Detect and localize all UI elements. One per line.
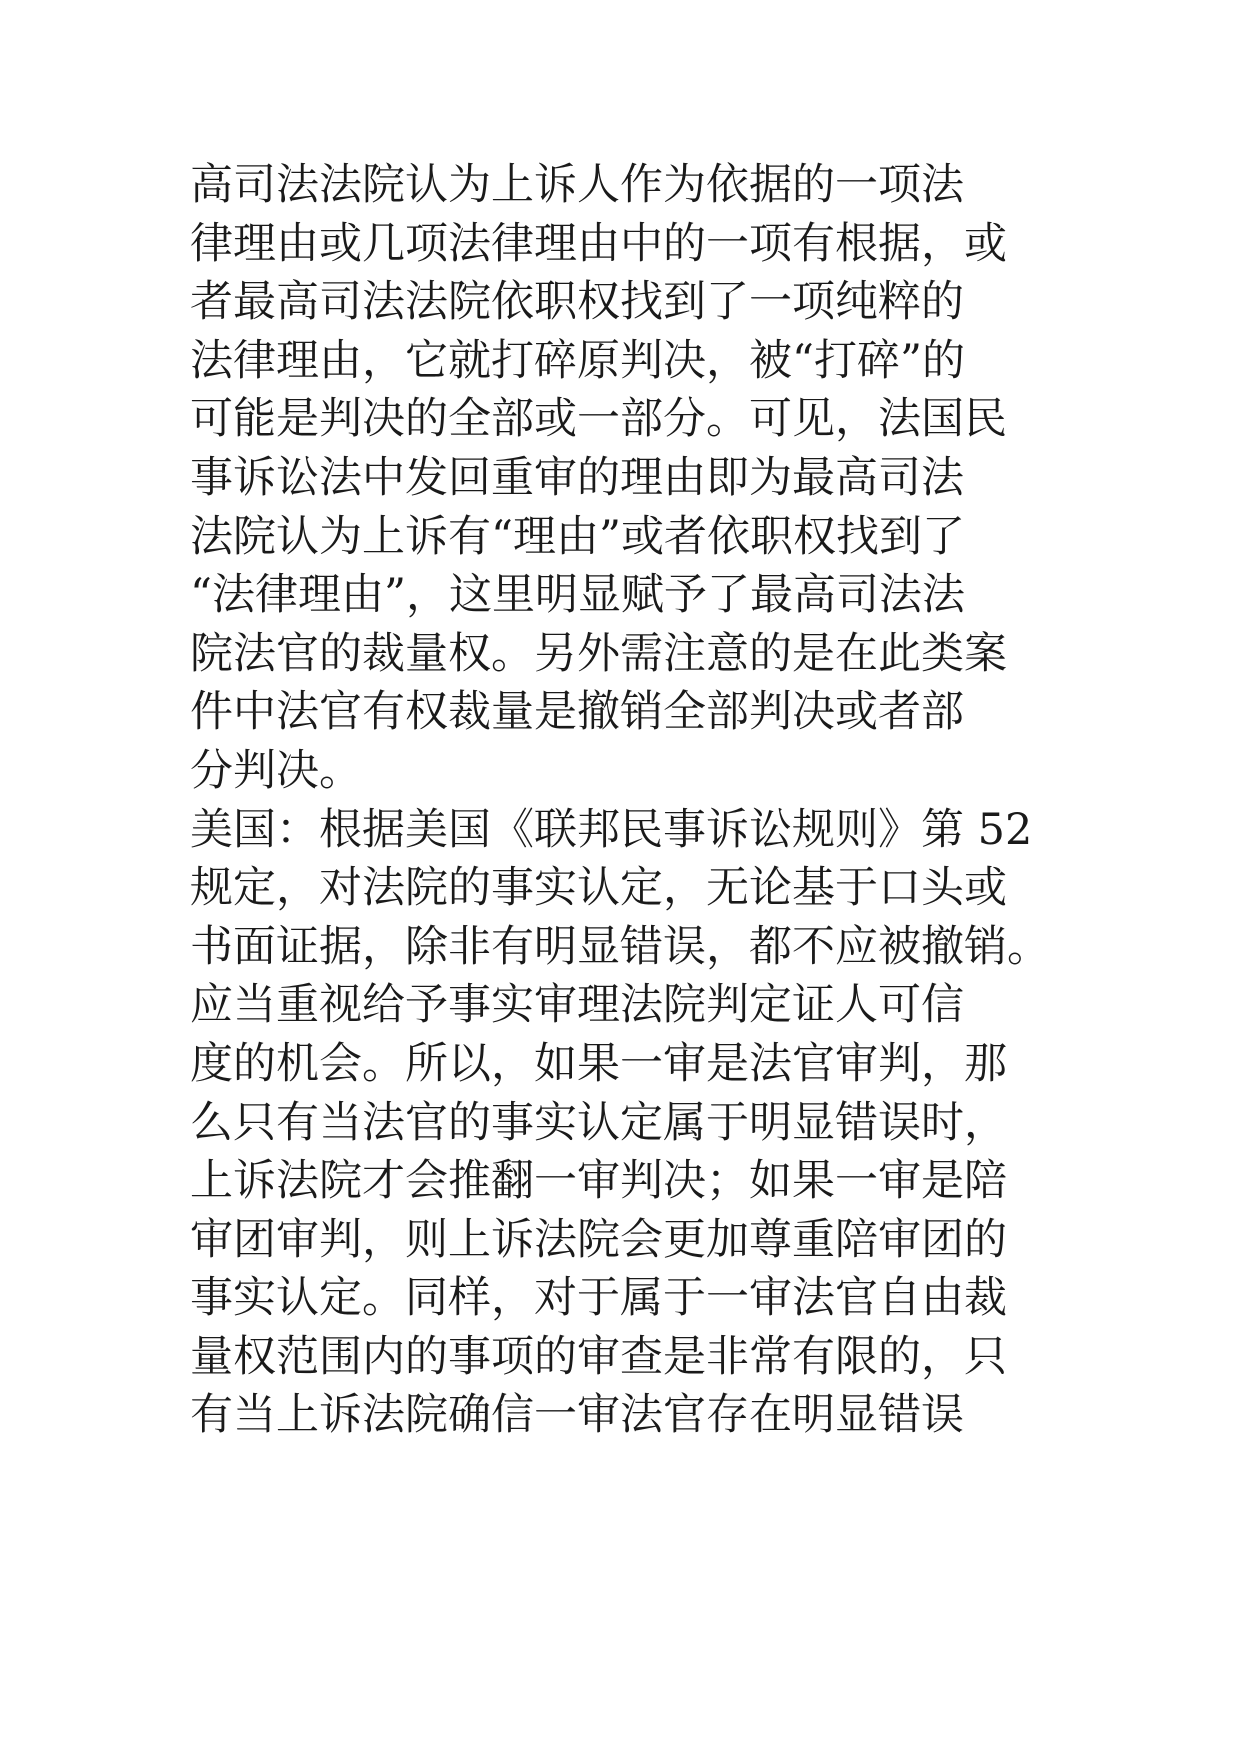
body-text: [190, 156, 1070, 1445]
text-line-21: 量权范围内的事项的审查是非常有限的，只: [190, 1331, 1007, 1382]
text-line-20: 事实认定。同样，对于属于一审法官自由裁: [190, 1273, 1007, 1324]
text-line-1: 高司法法院认为上诉人作为依据的一项法: [190, 160, 964, 210]
text-line-6: 事诉讼法中发回重审的理由即为最高司法: [190, 452, 964, 503]
text-line-14: 书面证据，除非有明显错误，都不应被撤销。: [190, 921, 1050, 972]
text-line-3: 者最高司法法院依职权找到了一项纯粹的: [190, 277, 964, 328]
text-line-4: 法律理由，它就打碎原判决，被“打碎”的: [190, 335, 965, 386]
text-line-16: 度的机会。所以，如果一审是法官审判，那: [190, 1038, 1007, 1089]
text-line-10: 件中法官有权裁量是撤销全部判决或者部: [190, 687, 964, 738]
text-line-9: 院法官的裁量权。另外需注意的是在此类案: [190, 628, 1007, 679]
text-line-15: 应当重视给予事实审理法院判定证人可信: [190, 980, 964, 1031]
text-line-7: 法院认为上诉有“理由”或者依职权找到了: [190, 511, 965, 562]
text-line-8: “法律理由”，这里明显赋予了最高司法法: [190, 570, 965, 621]
text-line-22: 有当上诉法院确信一审法官存在明显错误: [190, 1390, 964, 1441]
text-line-17: 么只有当法官的事实认定属于明显错误时，: [190, 1097, 1007, 1148]
text-line-18: 上诉法院才会推翻一审判决；如果一审是陪: [190, 1156, 1007, 1207]
text-line-5: 可能是判决的全部或一部分。可见，法国民: [190, 394, 1007, 445]
text-line-19: 审团审判，则上诉法院会更加尊重陪审团的: [190, 1214, 1007, 1265]
text-line-12: 美国：根据美国《联邦民事诉讼规则》第 52: [190, 804, 1033, 855]
text-line-2: 律理由或几项法律理由中的一项有根据，或: [190, 218, 1007, 269]
text-line-11: 分判决。: [190, 745, 362, 796]
text-line-13: 规定，对法院的事实认定，无论基于口头或: [190, 863, 1007, 914]
